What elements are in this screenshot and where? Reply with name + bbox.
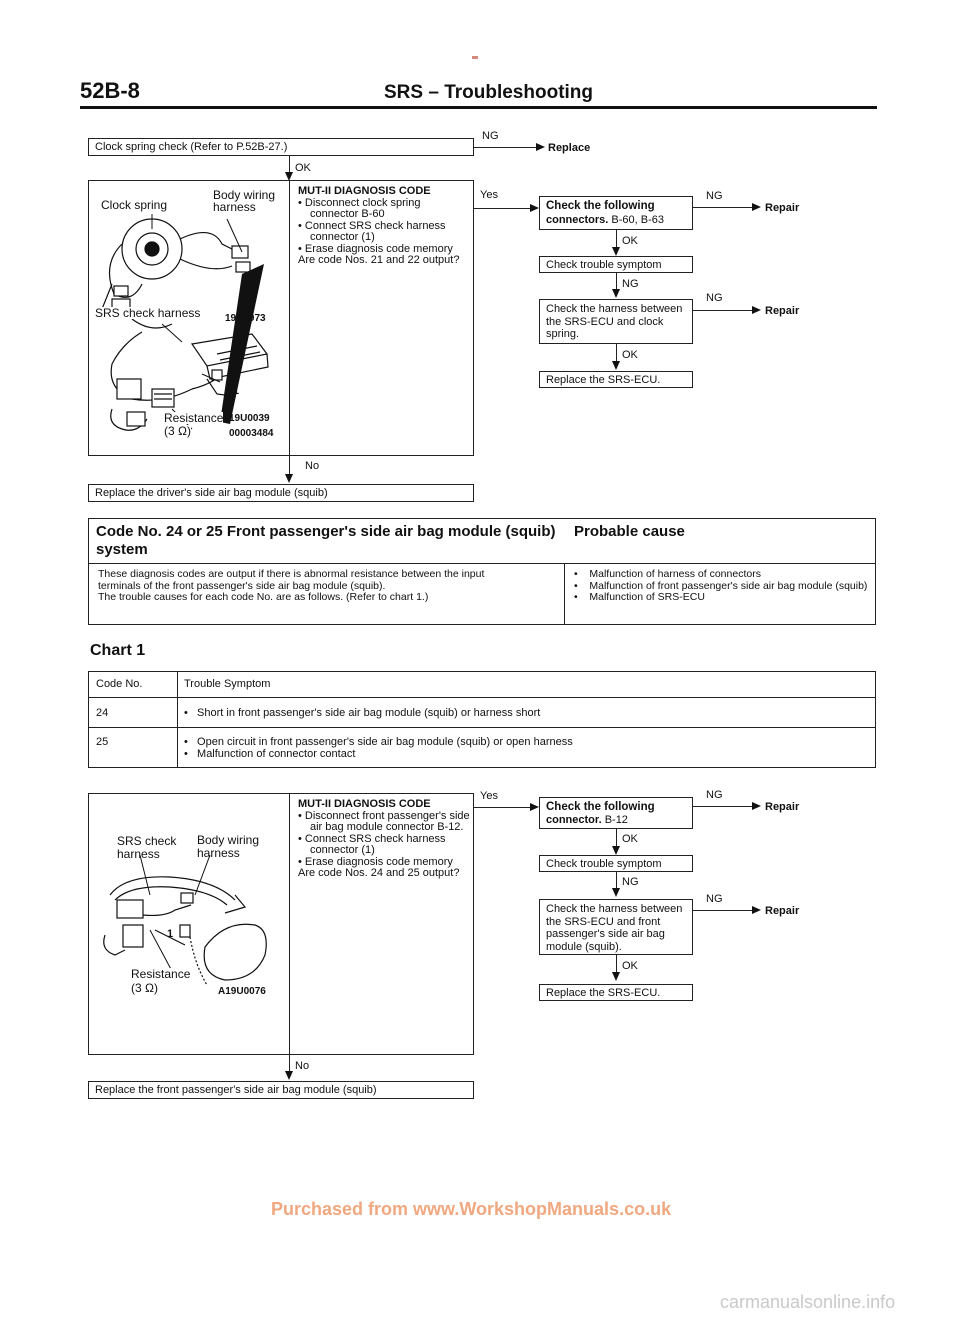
yes-arrow-2	[530, 803, 539, 811]
no-label-1: No	[305, 460, 320, 472]
ng-label: NG	[482, 130, 499, 142]
ng-arrow-d2	[612, 888, 620, 897]
ng-arrow-c2	[612, 289, 620, 298]
ng-label-c1: NG	[706, 190, 723, 202]
yes-label-1: Yes	[480, 189, 498, 201]
fig2-srs-check: SRS check	[117, 834, 177, 848]
code-description	[98, 569, 484, 604]
desc-line-1: These diagnosis codes are output if there is abnormal resistance between the input	[98, 568, 485, 580]
fig1-resistance: Resistance	[164, 411, 224, 425]
ok-arrow-c2	[612, 361, 620, 370]
clock-spring-check-text: Clock spring check (Refer to P.52B-27.)	[95, 141, 288, 153]
check-harness-box-1	[539, 299, 693, 344]
ok-label: OK	[295, 162, 311, 174]
fig2-resistance: Resistance	[131, 967, 191, 981]
red-dash	[472, 56, 478, 59]
mut-item-1-3: • Erase diagnosis code memory	[298, 242, 453, 255]
mut-block-1	[298, 186, 470, 267]
connectors-text: connectors. B-60, B-63	[546, 214, 665, 226]
check-harness-box-2	[539, 899, 693, 955]
chart1-row2-symptom-2: • Malfunction of connector contact	[184, 748, 356, 760]
ng-arrow-c3	[752, 306, 761, 314]
replace-driver-text: Replace the driver's side air bag module (squib)	[95, 487, 328, 499]
repair-label-2: Repair	[765, 305, 800, 317]
no-label-2: No	[295, 1060, 310, 1072]
ng-arrow	[536, 143, 545, 151]
no-arrow-2	[285, 1071, 293, 1080]
mut-item-1-1: • Disconnect clock spring connector B-60	[298, 196, 421, 220]
check-trouble-box-2	[539, 855, 693, 872]
fig1-body-wiring: Body wiring	[213, 188, 276, 202]
ok-arrow-d1	[612, 846, 620, 855]
mut-block-2	[298, 799, 470, 880]
replace-passenger-box	[88, 1081, 474, 1099]
ng-arrow-c1	[752, 203, 761, 211]
no-arrow-1	[285, 474, 293, 483]
fig1-ref-19u0073: 19U0073	[225, 313, 266, 324]
ng-arrow-d3	[752, 906, 761, 914]
ok-arrow-c1	[612, 247, 620, 256]
watermark: carmanualsonline.info	[720, 1292, 896, 1312]
cause-3: • Malfunction of SRS-ECU	[574, 591, 705, 603]
fig2-harness-2: harness	[197, 846, 240, 860]
ng-label-d3: NG	[706, 893, 723, 905]
fig2-body-wiring: Body wiring	[197, 833, 260, 847]
page-title: SRS – Troubleshooting	[384, 82, 594, 103]
chart1-header-code: Code No.	[96, 678, 143, 690]
ng-line	[474, 147, 538, 148]
chart1-header-symptom: Trouble Symptom	[184, 678, 271, 690]
repair-label-4: Repair	[765, 905, 800, 917]
yes-line-1	[474, 208, 530, 209]
chart1-row1-symptom: • Short in front passenger's side air bag module (squib) or harness short	[184, 707, 541, 719]
mut-heading-2: MUT-II DIAGNOSIS CODE	[298, 798, 431, 810]
ng-line-c1	[693, 207, 753, 208]
cause-list	[574, 569, 874, 604]
chart1-row-rule-1	[88, 697, 876, 698]
ng-label-c2: NG	[622, 278, 639, 290]
purchased-notice: Purchased from www.WorkshopManuals.co.uk	[271, 1199, 672, 1219]
check-connectors-box	[539, 196, 693, 230]
mut-heading-1: MUT-II DIAGNOSIS CODE	[298, 185, 431, 197]
replace-ecu-text-2: Replace the SRS-ECU.	[546, 987, 661, 999]
replace-ecu-box-2	[539, 984, 693, 1001]
ng-line-d1	[693, 806, 753, 807]
check-harness-text-2: Check the harness between the SRS-ECU and front passenger's side air bag module (squib).	[546, 903, 683, 953]
chart1-row-rule-2	[88, 727, 876, 728]
fig1-ref-00003484: 00003484	[229, 428, 274, 439]
chart1-col-divider	[177, 671, 178, 768]
ng-line-c3	[693, 310, 753, 311]
mut-question-1: Are code Nos. 21 and 22 output?	[298, 254, 460, 266]
repair-label-1: Repair	[765, 202, 800, 214]
code-section-rule	[88, 563, 876, 564]
ng-label-c3: NG	[706, 292, 723, 304]
ng-arrow-d1	[752, 802, 761, 810]
ng-label-d1: NG	[706, 789, 723, 801]
clock-spring-check-box	[88, 138, 474, 156]
fig2-ohm: (3 Ω)	[131, 981, 158, 995]
replace-passenger-text: Replace the front passenger's side air bag module (squib)	[95, 1084, 377, 1096]
chart1-row2-code: 25	[96, 736, 109, 748]
ok-label-c2: OK	[622, 349, 638, 361]
mut-question-2: Are code Nos. 24 and 25 output?	[298, 867, 460, 879]
fig1-harness: harness	[213, 200, 256, 214]
ok-label-c1: OK	[622, 235, 638, 247]
page-number: 52B-8	[80, 78, 140, 103]
code-section-divider	[564, 563, 565, 625]
cause-2: • Malfunction of front passenger's side air bag module (squib)	[574, 579, 868, 592]
mut-item-1-2: • Connect SRS check harness connector (1)	[298, 219, 446, 243]
ok-label-d2: OK	[622, 960, 638, 972]
cause-1: • Malfunction of harness of connectors	[574, 568, 761, 580]
fig2-ref-code: A19U0076	[218, 986, 266, 997]
fig1-srs-check-harness: SRS check harness	[95, 306, 201, 320]
desc-line-2: terminals of the front passenger's side air bag module (squib).	[98, 579, 386, 592]
chart1-title: Chart 1	[90, 642, 146, 659]
divider-2	[289, 793, 290, 1055]
replace-driver-box	[88, 484, 474, 502]
passenger-airbag-figure	[95, 855, 285, 1005]
fig1-clock-spring: Clock spring	[101, 198, 168, 212]
probable-cause-heading: Probable cause	[574, 523, 685, 540]
repair-label-3: Repair	[765, 801, 800, 813]
code-section-title: Code No. 24 or 25 Front passenger's side air bag module (squib) system	[96, 523, 556, 558]
ok-arrow-d2	[612, 972, 620, 981]
divider-1	[289, 180, 290, 456]
check-harness-text-1: Check the harness between the SRS-ECU and clock spring.	[546, 303, 683, 340]
chart1-row1-code: 24	[96, 707, 109, 719]
fig1-ohm: (3 Ω)	[164, 424, 191, 438]
header-rule	[80, 106, 877, 109]
replace-ecu-text-1: Replace the SRS-ECU.	[546, 374, 661, 386]
yes-arrow-1	[530, 204, 539, 212]
fig2-harness: harness	[117, 847, 160, 861]
replace-ecu-box-1	[539, 371, 693, 388]
check-connector-box-2	[539, 797, 693, 829]
replace-label: Replace	[548, 142, 591, 154]
mut-item-2-3: • Erase diagnosis code memory	[298, 855, 453, 868]
yes-line-2	[474, 807, 530, 808]
ok-label-d1: OK	[622, 833, 638, 845]
desc-line-3: The trouble causes for each code No. are as follows. (Refer to chart 1.)	[98, 591, 429, 603]
check-trouble-box-1	[539, 256, 693, 273]
fig2-num-1: 1	[167, 928, 174, 940]
mut-item-2-2: • Connect SRS check harness connector (1)	[298, 832, 446, 856]
ng-line-d3	[693, 910, 753, 911]
check-following-text-2: Check the following	[546, 801, 655, 813]
fig1-num-1: 1	[233, 385, 240, 397]
yes-label-2: Yes	[480, 790, 498, 802]
chart1-row2-symptom-1: • Open circuit in front passenger's side air bag module (squib) or open harness	[184, 736, 573, 748]
check-trouble-text-2: Check trouble symptom	[546, 858, 662, 870]
check-trouble-text-1: Check trouble symptom	[546, 259, 662, 271]
connector-text-2: connector. B-12	[546, 814, 628, 826]
ng-label-d2: NG	[622, 876, 639, 888]
fig1-ref-19u0039: 19U0039	[229, 413, 270, 424]
check-following-text: Check the following	[546, 200, 655, 212]
mut-item-2-1: • Disconnect front passenger's side air bag module connector B-12.	[298, 809, 470, 833]
